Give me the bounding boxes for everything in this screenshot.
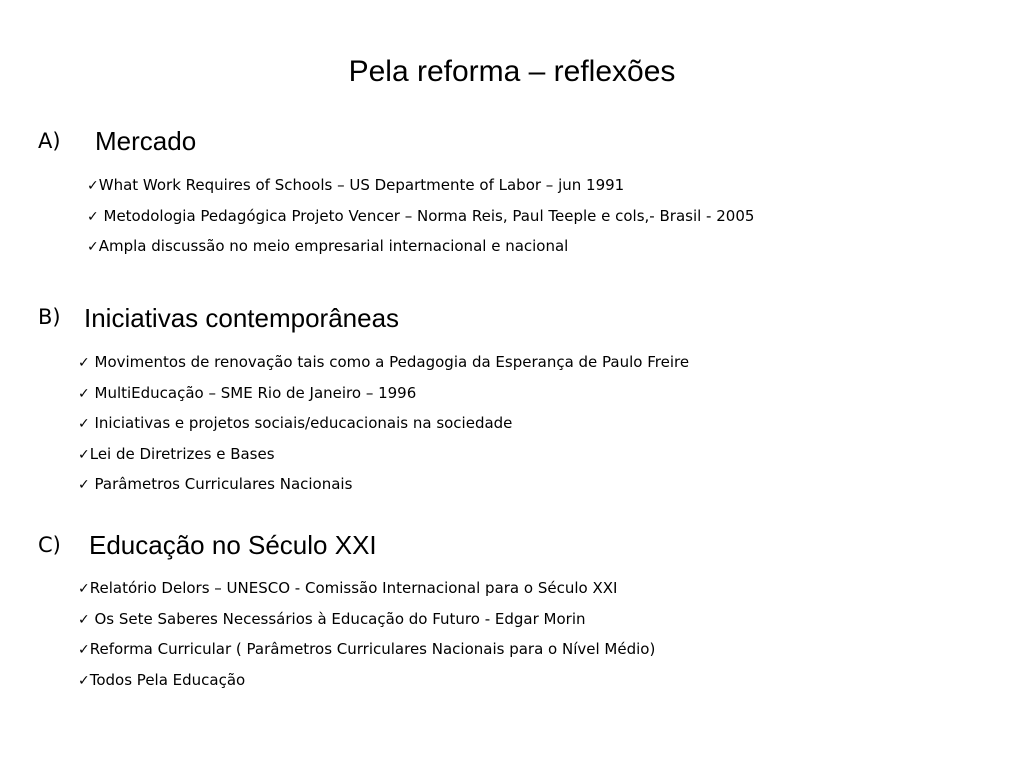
section-c-heading: Educação no Século XXI	[89, 530, 377, 560]
list-item	[78, 579, 655, 610]
list-item-text: What Work Requires of Schools – US Departmente of Labor – jun 1991	[98, 176, 625, 194]
check-icon: ✓	[78, 416, 90, 433]
list-item	[78, 414, 689, 445]
list-item-text: Movimentos de renovação tais como a Pedagogia da Esperança de Paulo Freire	[89, 353, 690, 371]
check-icon: ✓	[78, 477, 90, 494]
check-icon: ✓	[78, 672, 90, 689]
list-item-text: Lei de Diretrizes e Bases	[89, 444, 275, 463]
list-item-text: Reforma Curricular ( Parâmetros Curriculares Nacionais para o Nível Médio)	[89, 640, 656, 659]
section-b-letter: B)	[38, 305, 61, 329]
section-b-list	[78, 353, 689, 506]
check-icon: ✓	[78, 355, 90, 371]
list-item-text: Os Sete Saberes Necessários à Educação do Futuro - Edgar Morin	[89, 609, 586, 628]
list-item-text: Todos Pela Educação	[89, 670, 246, 689]
check-icon: ✓	[87, 239, 99, 256]
list-item-text: MultiEducação – SME Rio de Janeiro – 1996	[89, 383, 417, 402]
slide-title: Pela reforma – reflexões	[348, 55, 676, 88]
list-item	[78, 445, 689, 476]
list-item	[78, 384, 689, 415]
list-item-text: Ampla discussão no meio empresarial internacional e nacional	[98, 237, 569, 256]
list-item	[78, 475, 689, 506]
list-item	[78, 610, 655, 641]
check-icon: ✓	[78, 385, 90, 402]
list-item	[87, 207, 754, 238]
list-item	[78, 671, 655, 702]
list-item	[87, 237, 754, 268]
section-a-letter: A)	[38, 129, 61, 153]
list-item-text: Parâmetros Curriculares Nacionais	[89, 475, 353, 494]
list-item	[87, 176, 754, 207]
section-a-list	[87, 176, 754, 268]
section-a-heading: Mercado	[95, 126, 197, 156]
list-item-text: Iniciativas e projetos sociais/educacionais na sociedade	[89, 414, 513, 433]
section-c-letter: C)	[38, 533, 61, 557]
section-b-heading: Iniciativas contemporâneas	[84, 303, 400, 333]
check-icon: ✓	[87, 208, 99, 225]
check-icon: ✓	[78, 642, 90, 659]
check-icon: ✓	[78, 611, 90, 628]
list-item	[78, 353, 689, 384]
check-icon: ✓	[87, 178, 99, 194]
section-c-list	[78, 579, 655, 701]
list-item	[78, 640, 655, 671]
check-icon: ✓	[78, 446, 90, 463]
list-item-text: Relatório Delors – UNESCO - Comissão Internacional para o Século XXI	[89, 579, 618, 597]
check-icon: ✓	[78, 581, 90, 597]
list-item-text: Metodologia Pedagógica Projeto Vencer – Norma Reis, Paul Teeple e cols,- Brasil - 2005	[98, 206, 755, 225]
